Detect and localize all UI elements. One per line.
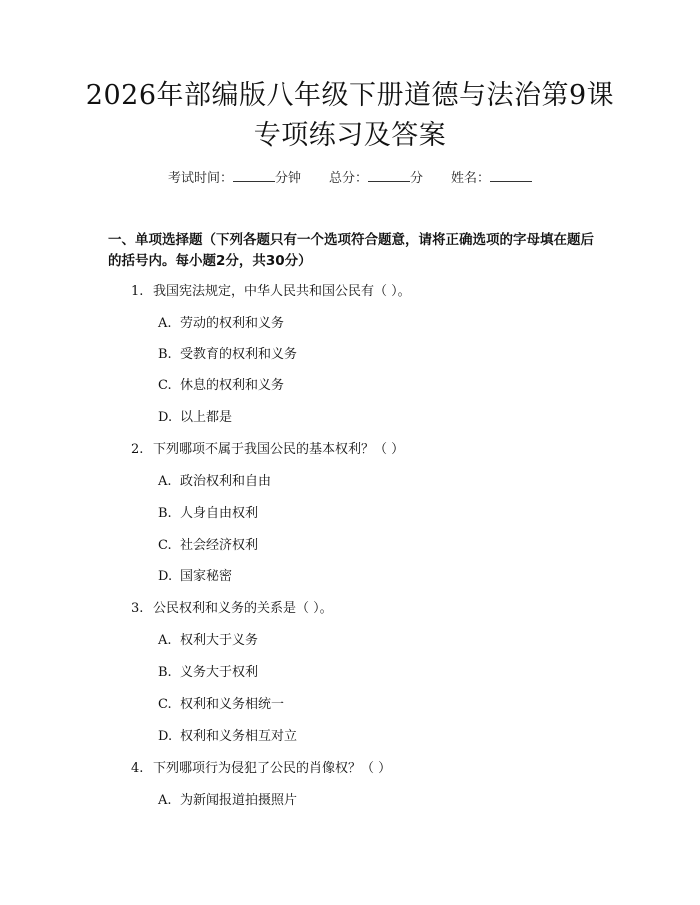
- option-letter: C.: [158, 538, 172, 553]
- question-1: [131, 283, 411, 301]
- question-1-option-a: [158, 315, 284, 333]
- title-line-2: 专项练习及答案: [253, 120, 447, 151]
- question-4: [131, 760, 391, 778]
- question-3: [131, 600, 333, 618]
- option-letter: A.: [158, 316, 172, 331]
- option-text: 社会经济权利: [180, 538, 259, 553]
- option-letter: D.: [158, 410, 173, 425]
- option-text: 义务大于权利: [180, 665, 259, 680]
- question-text: 我国宪法规定，中华人民共和国公民有（ ）。: [153, 284, 411, 299]
- name-label: 姓名：: [451, 171, 491, 186]
- score-blank: [368, 169, 410, 182]
- question-1-option-b: [158, 346, 297, 364]
- option-letter: B.: [158, 506, 172, 521]
- question-4-option-a: [158, 792, 297, 810]
- option-text: 休息的权利和义务: [180, 378, 285, 393]
- score-label: 总分：: [328, 171, 368, 186]
- option-text: 权利大于义务: [180, 633, 259, 648]
- section-heading: 一、单项选择题（下列各题只有一个选项符合题意，请将正确选项的字母填在题后的括号内。每小题2分，共30分）: [108, 232, 594, 269]
- question-number: 4.: [131, 761, 144, 776]
- score-unit: 分: [410, 171, 424, 186]
- question-2: [131, 441, 404, 459]
- time-label: 考试时间：: [167, 171, 233, 186]
- option-text: 劳动的权利和义务: [180, 316, 285, 331]
- option-letter: D.: [158, 729, 173, 744]
- question-number: 3.: [131, 601, 144, 616]
- question-1-option-c: [158, 377, 284, 395]
- question-2-option-a: [158, 473, 271, 491]
- question-text: 下列哪项不属于我国公民的基本权利？（ ）: [153, 442, 405, 457]
- question-3-option-c: [158, 696, 284, 714]
- option-letter: D.: [158, 569, 173, 584]
- option-text: 权利和义务相统一: [180, 697, 285, 712]
- option-letter: B.: [158, 347, 172, 362]
- question-text: 下列哪项行为侵犯了公民的肖像权？（ ）: [153, 761, 392, 776]
- question-2-option-d: [158, 568, 232, 586]
- option-letter: A.: [158, 793, 172, 808]
- option-letter: A.: [158, 633, 172, 648]
- option-text: 为新闻报道拍摄照片: [180, 793, 298, 808]
- option-text: 人身自由权利: [180, 506, 259, 521]
- document-title: [60, 78, 640, 158]
- question-2-option-c: [158, 537, 258, 555]
- option-letter: C.: [158, 378, 172, 393]
- option-letter: B.: [158, 665, 172, 680]
- option-text: 权利和义务相互对立: [180, 729, 298, 744]
- question-number: 2.: [131, 442, 144, 457]
- question-3-option-a: [158, 632, 258, 650]
- exam-meta: [0, 169, 700, 188]
- option-text: 以上都是: [180, 410, 233, 425]
- question-1-option-d: [158, 409, 232, 427]
- time-blank: [233, 169, 275, 182]
- option-text: 政治权利和自由: [180, 474, 272, 489]
- time-unit: 分钟: [274, 171, 301, 186]
- question-3-option-d: [158, 728, 297, 746]
- option-text: 受教育的权利和义务: [180, 347, 298, 362]
- name-blank: [490, 169, 532, 182]
- question-2-option-b: [158, 505, 258, 523]
- question-text: 公民权利和义务的关系是（ ）。: [153, 601, 333, 616]
- option-letter: A.: [158, 474, 172, 489]
- question-number: 1.: [131, 284, 144, 299]
- option-letter: C.: [158, 697, 172, 712]
- option-text: 国家秘密: [180, 569, 233, 584]
- title-line-1: 2026年部编版八年级下册道德与法治第9课: [85, 80, 615, 111]
- question-3-option-b: [158, 664, 258, 682]
